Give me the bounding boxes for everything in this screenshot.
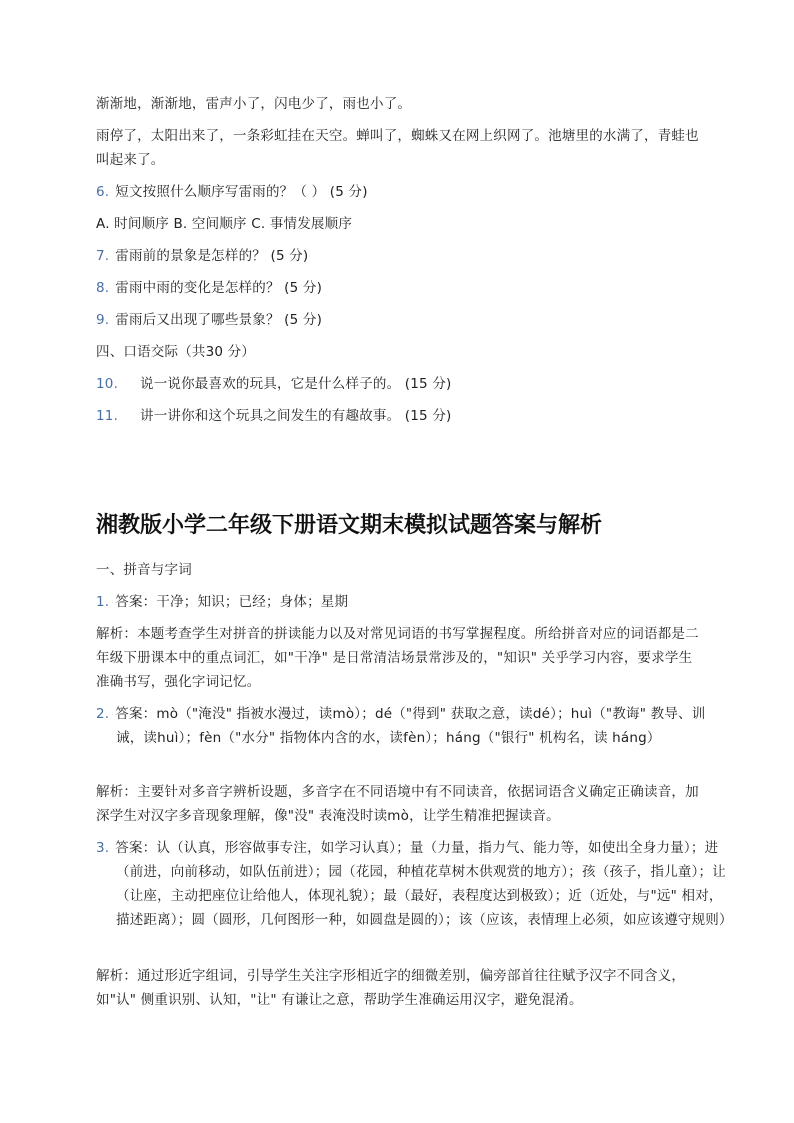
question-options: A. 时间顺序 B. 空间顺序 C. 事情发展顺序 bbox=[96, 216, 353, 232]
question-text: 雷雨后又出现了哪些景象？ (5 分) bbox=[115, 312, 323, 328]
question-text: 讲一讲你和这个玩具之间发生的有趣故事。 (15 分) bbox=[140, 408, 452, 424]
question-item bbox=[96, 244, 706, 268]
question-item bbox=[96, 180, 706, 204]
question-number: 7. bbox=[96, 248, 110, 264]
answer-item bbox=[96, 836, 733, 932]
question-text: 雷雨中雨的变化是怎样的？ (5 分) bbox=[115, 280, 323, 296]
question-number: 9. bbox=[96, 312, 110, 328]
section-heading: 一、拼音与字词 bbox=[96, 562, 192, 578]
question-number: 8. bbox=[96, 280, 110, 296]
question-item bbox=[96, 372, 706, 396]
passage-paragraph: 雨停了，太阳出来了，一条彩虹挂在天空。蝉叫了，蜘蛛又在网上织网了。池塘里的水满了，青蛙也叫起来了。 bbox=[96, 128, 699, 168]
section-heading: 四、口语交际（共30 分） bbox=[96, 344, 256, 360]
explanation-paragraph: 解析：主要针对多音字辨析设题，多音字在不同语境中有不同读音，依据词语含义确定正确读音，加深学生对汉字多音现象理解，像"没" 表淹没时读mò，让学生精准把握读音。 bbox=[96, 784, 699, 824]
passage-paragraph: 渐渐地，渐渐地，雷声小了，闪电少了，雨也小了。 bbox=[96, 96, 412, 112]
answer-number: 1. bbox=[96, 594, 110, 610]
explanation-paragraph: 解析：通过形近字组词，引导学生关注字形相近字的细微差别，偏旁部首往往赋予汉字不同含义，如"认" 侧重识别、认知，"让" 有谦让之意，帮助学生准确运用汉字，避免混淆。 bbox=[96, 968, 686, 1008]
question-item bbox=[96, 308, 706, 332]
answer-text: 答案：mò（"淹没" 指被水漫过，读mò）；dé（"得到" 获取之意，读dé）；huì（"教诲" 教导、训诫，读huì）；fèn（"水分" 指物体内含的水，读fèn）；háng（"银行" 机构名，读 háng） bbox=[115, 706, 706, 746]
answer-text: 答案：干净；知识；已经；身体；星期 bbox=[115, 594, 349, 610]
question-number: 6. bbox=[96, 184, 110, 200]
answer-item bbox=[96, 702, 726, 750]
answer-text: 答案：认（认真，形容做事专注，如学习认真）；量（力量，指力气、能力等，如使出全身力量）；进（前进，向前移动，如队伍前进）；园（花园，种植花草树木供观赏的地方）；孩（孩子，指儿童）；让（让座，主动把座位让给他人，体现礼貌）；最（最好，表程度达到极致）；近（近处，与"远" 相对，描述距离）；圆（圆形，几何图形一种，如圆盘是圆的）；该（应该，表情理上必须，如应该遵守规则） bbox=[115, 840, 733, 928]
answer-item bbox=[96, 590, 706, 614]
answer-number: 2. bbox=[96, 706, 110, 722]
question-text: 雷雨前的景象是怎样的？ (5 分) bbox=[115, 248, 309, 264]
question-number: 11. bbox=[96, 408, 119, 424]
answer-number: 3. bbox=[96, 840, 110, 856]
question-text: 短文按照什么顺序写雷雨的？（ ） (5 分) bbox=[115, 184, 368, 200]
question-text: 说一说你最喜欢的玩具，它是什么样子的。 (15 分) bbox=[140, 376, 452, 392]
question-item bbox=[96, 276, 706, 300]
explanation-paragraph: 解析：本题考查学生对拼音的拼读能力以及对常见词语的书写掌握程度。所给拼音对应的词语都是二年级下册课本中的重点词汇，如"干净" 是日常清洁场景常涉及的，"知识" 关乎学习内容，要求学生准确书写，强化字词记忆。 bbox=[96, 626, 699, 690]
answers-title: 湘教版小学二年级下册语文期末模拟试题答案与解析 bbox=[96, 513, 603, 538]
question-number: 10. bbox=[96, 376, 119, 392]
question-item bbox=[96, 404, 706, 428]
